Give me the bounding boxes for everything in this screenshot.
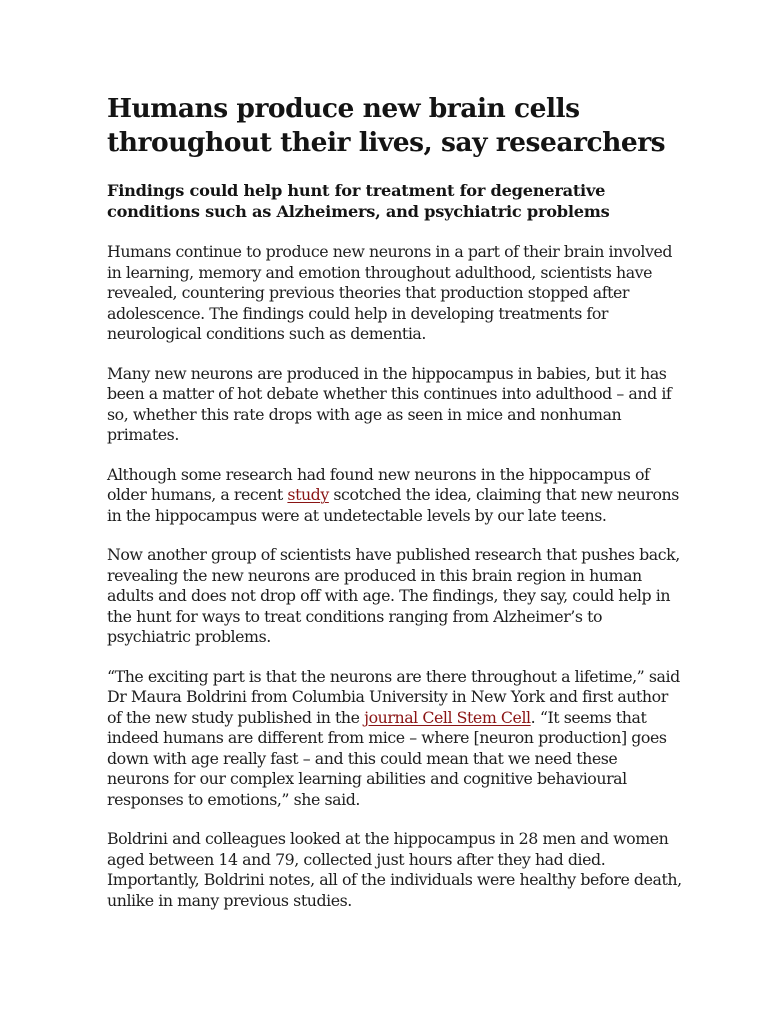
study-link[interactable]: study [287, 485, 329, 504]
paragraph-3-text-end: scotched the idea, claiming that new neurons in the hippocampus were at undetectable levels by our late teens. [107, 485, 679, 525]
paragraph-5-text-start: “The exciting part is that the neurons are there throughout a lifetime,” said Dr Maura Boldrini from Columbia University in New York and first author of the new study published in the [107, 666, 680, 727]
paragraph-4: Now another group of scientists have published research that pushes back, revealing the new neurons are produced in this brain region in human adults and does not drop off with age. The findings, they say, could help in the hunt for ways to treat conditions ranging from Alzheimer’s to psychiatric problems. [107, 545, 680, 646]
paragraph-6: Boldrini and colleagues looked at the hippocampus in 28 men and women aged between 14 and 79, collected just hours after they had died. Importantly, Boldrini notes, all of the individuals were healthy before death, unlike in many previous studies. [107, 829, 682, 910]
paragraph-5-text-end: . “It seems that indeed humans are different from mice – where [neuron production] goes down with age really fast – and this could mean that we need these neurons for our complex learning abilities and cognitive behavioural responses to emotions,” she said. [107, 707, 667, 809]
article-headline: Humans produce new brain cells throughout their lives, say researchers [107, 93, 666, 158]
journal-link[interactable]: journal Cell Stem Cell [364, 707, 531, 727]
paragraph-3-text-start: Although some research had found new neurons in the hippocampus of older humans, a recent [107, 464, 650, 504]
paragraph-1: Humans continue to produce new neurons in a part of their brain involved in learning, memory and emotion throughout adulthood, scientists have revealed, countering previous theories that production stopped after adolescence. The findings could help in developing treatments for neurological conditions such as dementia. [107, 242, 673, 343]
paragraph-3 [107, 465, 682, 527]
article-standfirst: Findings could help hunt for treatment for degenerative conditions such as Alzheimers, and psychiatric problems [107, 181, 610, 221]
paragraph-5 [107, 667, 682, 811]
paragraph-2: Many new neurons are produced in the hippocampus in babies, but it has been a matter of hot debate whether this continues into adulthood – and if so, whether this rate drops with age as seen in mice and nonhuman primates. [107, 363, 672, 444]
